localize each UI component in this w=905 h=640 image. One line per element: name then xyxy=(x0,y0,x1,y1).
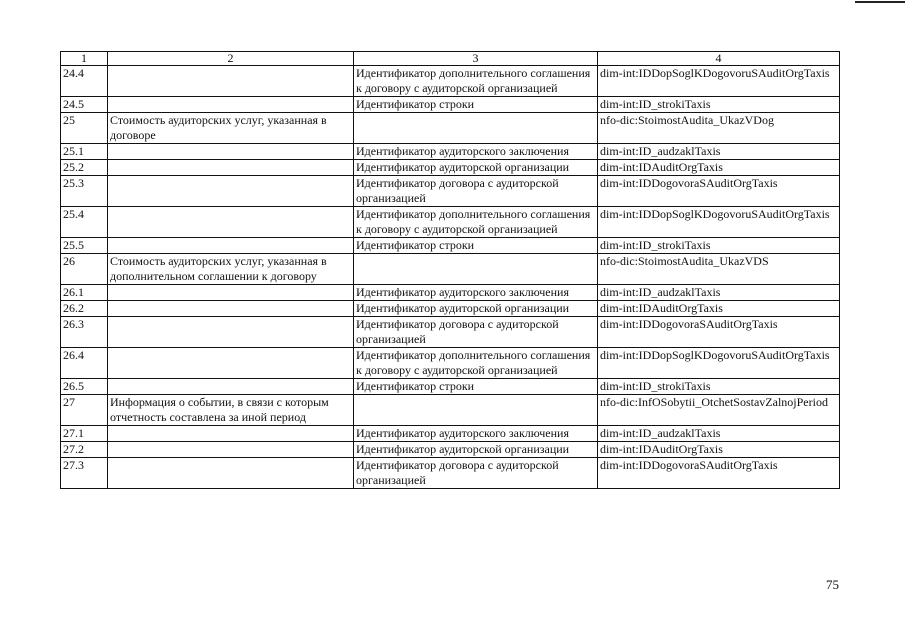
indicator-name-cell xyxy=(108,238,354,254)
row-number-cell: 27.1 xyxy=(61,426,108,442)
indicator-name-cell xyxy=(108,285,354,301)
row-number-cell: 25 xyxy=(61,113,108,144)
table-row xyxy=(61,207,840,238)
indicator-name-cell xyxy=(108,66,354,97)
taxonomy-element-cell: nfo-dic:StoimostAudita_UkazVDS xyxy=(598,254,840,285)
indicator-name-cell xyxy=(108,207,354,238)
table-row xyxy=(61,395,840,426)
indicator-name-cell xyxy=(108,144,354,160)
table-row xyxy=(61,426,840,442)
scan-edge-mark xyxy=(855,1,905,3)
table-row xyxy=(61,301,840,317)
column-number-header-row xyxy=(61,52,840,66)
indicator-name-cell xyxy=(108,317,354,348)
dimension-description-cell: Идентификатор строки xyxy=(354,97,598,113)
taxonomy-table xyxy=(60,51,840,489)
row-number-cell: 26.4 xyxy=(61,348,108,379)
indicator-name-cell xyxy=(108,442,354,458)
row-number-cell: 25.2 xyxy=(61,160,108,176)
dimension-description-cell: Идентификатор аудиторской организации xyxy=(354,301,598,317)
dimension-description-cell: Идентификатор аудиторской организации xyxy=(354,160,598,176)
taxonomy-element-cell: dim-int:ID_strokiTaxis xyxy=(598,379,840,395)
dimension-description-cell: Идентификатор дополнительного соглашения к договору с аудиторской организацией xyxy=(354,348,598,379)
row-number-cell: 27.2 xyxy=(61,442,108,458)
row-number-cell: 27.3 xyxy=(61,458,108,489)
dimension-description-cell: Идентификатор дополнительного соглашения к договору с аудиторской организацией xyxy=(354,66,598,97)
dimension-description-cell xyxy=(354,254,598,285)
dimension-description-cell: Идентификатор аудиторской организации xyxy=(354,442,598,458)
table-row xyxy=(61,176,840,207)
row-number-cell: 26.2 xyxy=(61,301,108,317)
taxonomy-element-cell: dim-int:IDAuditOrgTaxis xyxy=(598,442,840,458)
indicator-name-cell xyxy=(108,348,354,379)
taxonomy-element-cell: dim-int:ID_strokiTaxis xyxy=(598,97,840,113)
taxonomy-element-cell: dim-int:IDDogovoraSAuditOrgTaxis xyxy=(598,458,840,489)
taxonomy-element-cell: dim-int:ID_strokiTaxis xyxy=(598,238,840,254)
table-row xyxy=(61,113,840,144)
table-row xyxy=(61,379,840,395)
indicator-name-cell xyxy=(108,176,354,207)
table-row xyxy=(61,97,840,113)
row-number-cell: 26.3 xyxy=(61,317,108,348)
taxonomy-element-cell: dim-int:ID_audzaklTaxis xyxy=(598,285,840,301)
column-number-2: 2 xyxy=(108,52,354,66)
table-row xyxy=(61,442,840,458)
dimension-description-cell: Идентификатор строки xyxy=(354,238,598,254)
row-number-cell: 25.1 xyxy=(61,144,108,160)
dimension-description-cell: Идентификатор дополнительного соглашения к договору с аудиторской организацией xyxy=(354,207,598,238)
table-row xyxy=(61,238,840,254)
row-number-cell: 25.5 xyxy=(61,238,108,254)
table-row xyxy=(61,66,840,97)
taxonomy-element-cell: dim-int:IDDopSoglKDogovoruSAuditOrgTaxis xyxy=(598,207,840,238)
column-number-1: 1 xyxy=(61,52,108,66)
page-number: 75 xyxy=(826,577,839,592)
dimension-description-cell xyxy=(354,395,598,426)
dimension-description-cell: Идентификатор аудиторского заключения xyxy=(354,285,598,301)
table-row xyxy=(61,160,840,176)
indicator-name-cell xyxy=(108,160,354,176)
taxonomy-element-cell: dim-int:IDAuditOrgTaxis xyxy=(598,160,840,176)
column-number-3: 3 xyxy=(354,52,598,66)
taxonomy-element-cell: dim-int:IDDogovoraSAuditOrgTaxis xyxy=(598,176,840,207)
indicator-name-cell: Стоимость аудиторских услуг, указанная в договоре xyxy=(108,113,354,144)
taxonomy-element-cell: dim-int:ID_audzaklTaxis xyxy=(598,426,840,442)
indicator-name-cell xyxy=(108,426,354,442)
row-number-cell: 25.3 xyxy=(61,176,108,207)
table-row xyxy=(61,317,840,348)
row-number-cell: 26 xyxy=(61,254,108,285)
indicator-name-cell: Стоимость аудиторских услуг, указанная в дополнительном соглашении к договору xyxy=(108,254,354,285)
row-number-cell: 26.5 xyxy=(61,379,108,395)
row-number-cell: 25.4 xyxy=(61,207,108,238)
row-number-cell: 24.5 xyxy=(61,97,108,113)
indicator-name-cell xyxy=(108,301,354,317)
table-row xyxy=(61,348,840,379)
row-number-cell: 27 xyxy=(61,395,108,426)
dimension-description-cell xyxy=(354,113,598,144)
table-row xyxy=(61,254,840,285)
dimension-description-cell: Идентификатор аудиторского заключения xyxy=(354,426,598,442)
row-number-cell: 26.1 xyxy=(61,285,108,301)
taxonomy-element-cell: dim-int:IDAuditOrgTaxis xyxy=(598,301,840,317)
taxonomy-element-cell: dim-int:IDDogovoraSAuditOrgTaxis xyxy=(598,317,840,348)
taxonomy-element-cell: nfo-dic:StoimostAudita_UkazVDog xyxy=(598,113,840,144)
indicator-name-cell: Информация о событии, в связи с которым отчетность составлена за иной период xyxy=(108,395,354,426)
taxonomy-element-cell: dim-int:ID_audzaklTaxis xyxy=(598,144,840,160)
indicator-name-cell xyxy=(108,97,354,113)
indicator-name-cell xyxy=(108,458,354,489)
table-row xyxy=(61,144,840,160)
taxonomy-element-cell: nfo-dic:InfOSobytii_OtchetSostavZalnojPeriod xyxy=(598,395,840,426)
table-row xyxy=(61,458,840,489)
table-row xyxy=(61,285,840,301)
row-number-cell: 24.4 xyxy=(61,66,108,97)
indicator-name-cell xyxy=(108,379,354,395)
dimension-description-cell: Идентификатор договора с аудиторской организацией xyxy=(354,458,598,489)
table-body xyxy=(61,66,840,489)
taxonomy-element-cell: dim-int:IDDopSoglKDogovoruSAuditOrgTaxis xyxy=(598,348,840,379)
dimension-description-cell: Идентификатор строки xyxy=(354,379,598,395)
column-number-4: 4 xyxy=(598,52,840,66)
dimension-description-cell: Идентификатор договора с аудиторской организацией xyxy=(354,176,598,207)
dimension-description-cell: Идентификатор аудиторского заключения xyxy=(354,144,598,160)
taxonomy-element-cell: dim-int:IDDopSoglKDogovoruSAuditOrgTaxis xyxy=(598,66,840,97)
dimension-description-cell: Идентификатор договора с аудиторской организацией xyxy=(354,317,598,348)
